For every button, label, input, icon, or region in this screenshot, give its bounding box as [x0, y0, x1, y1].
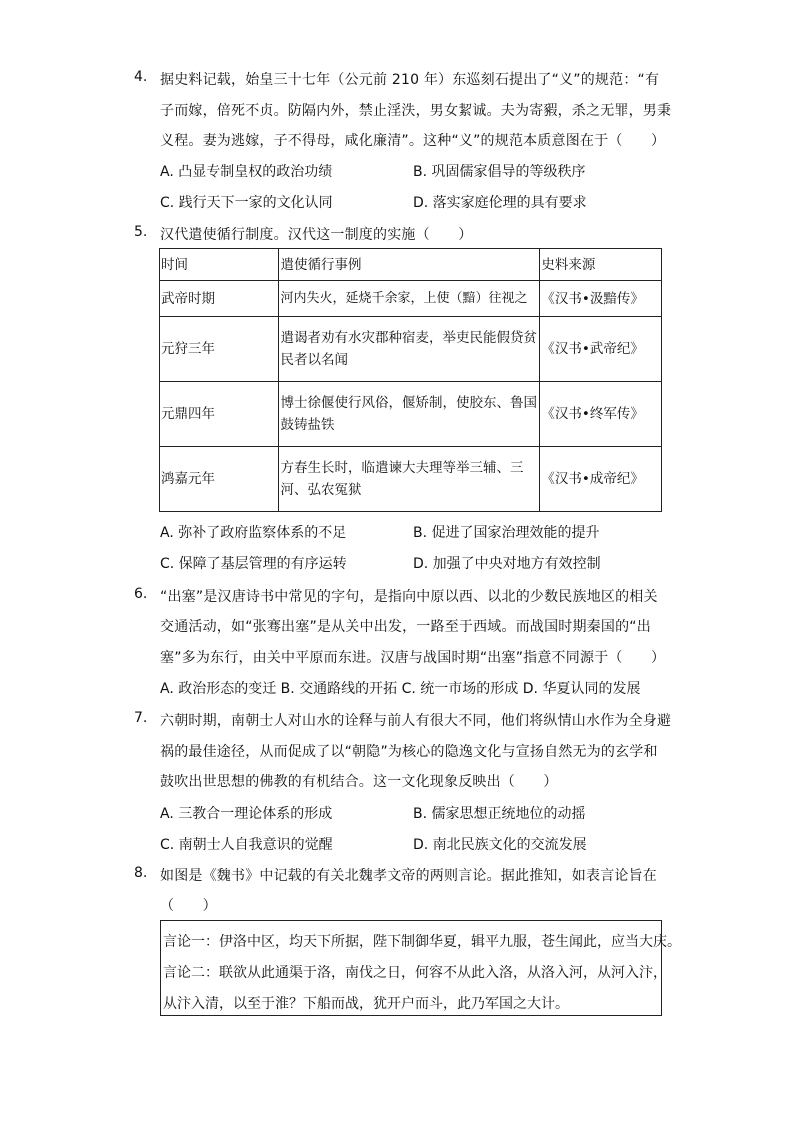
table-cell-event: 遣谒者劝有水灾郡种宿麦，举吏民能假贷贫民者以名闻: [279, 317, 540, 382]
question-6-stem-line-2: 交通活动，如“张骞出塞”是从关中出发，一路至于西域。而战国时期秦国的“出: [160, 619, 651, 635]
question-8-number: 8.: [134, 865, 148, 881]
table-row: [160, 382, 662, 447]
question-4-number: 4.: [134, 69, 148, 85]
table-cell-source: 《汉书•成帝纪》: [540, 447, 662, 512]
question-7-option-d[interactable]: D. 南北民族文化的交流发展: [413, 837, 587, 853]
question-5-option-c[interactable]: C. 保障了基层管理的有序运转: [160, 556, 347, 572]
table-row: [160, 317, 662, 382]
question-4-stem-line-1: 据史料记载，始皇三十七年（公元前 210 年）东巡刻石提出了“义”的规范：“有: [160, 72, 660, 88]
question-5-option-b[interactable]: B. 促进了国家治理效能的提升: [413, 525, 600, 541]
question-4-stem-line-3: 义程。妻为逃嫁，子不得母，咸化廉清”。这种“义”的规范本质意图在于（ ）: [160, 133, 666, 149]
quote-line: 言论二：联欲从此通渠于洛，南伐之日，何容不从此入洛，从洛入河，从河入汴，: [163, 965, 667, 981]
question-4-option-a[interactable]: A. 凸显专制皇权的政治功绩: [160, 164, 333, 180]
question-5-table: [159, 248, 662, 512]
table-cell-time: 元鼎四年: [160, 382, 279, 447]
question-7-option-b[interactable]: B. 儒家思想正统地位的动摇: [413, 806, 586, 822]
question-5-option-d[interactable]: D. 加强了中央对地方有效控制: [413, 556, 601, 572]
question-4-option-b[interactable]: B. 巩固儒家倡导的等级秩序: [413, 164, 586, 180]
table-cell-time: 武帝时期: [160, 281, 279, 317]
question-8-stem-line-1: 如图是《魏书》中记载的有关北魏孝文帝的两则言论。据此推知，如表言论旨在: [160, 868, 657, 884]
question-4-option-c[interactable]: C. 践行天下一家的文化认同: [160, 195, 333, 211]
table-cell-time: 鸿嘉元年: [160, 447, 279, 512]
question-5-option-a[interactable]: A. 弥补了政府监察体系的不足: [160, 525, 347, 541]
question-7-option-c[interactable]: C. 南朝士人自我意识的觉醒: [160, 837, 333, 853]
table-cell-event: 方春生长时，临遣谏大夫理等举三辅、三河、弘农冤狱: [279, 447, 540, 512]
question-5-number: 5.: [134, 224, 148, 240]
quote-line: 从汴入清，以至于淮？下船而战，犹开户而斗，此乃军国之大计。: [163, 996, 569, 1012]
quote-line: 言论一：伊洛中区，均天下所据，陛下制御华夏，辑平九服，苍生闻此，应当大庆。: [163, 934, 681, 950]
question-5-stem: 汉代遣使循行制度。汉代这一制度的实施（ ）: [160, 227, 473, 243]
question-4-stem-line-2: 子而嫁，倍死不贞。防隔内外，禁止淫泆，男女絜诚。夫为寄豭，杀之无罪，男秉: [160, 103, 672, 119]
question-6-stem-line-1: “出塞”是汉唐诗书中常见的字句，是指向中原以西、以北的少数民族地区的相关: [160, 589, 658, 605]
table-cell-event: 博士徐偃使行风俗，偃矫制，使胶东、鲁国鼓铸盐铁: [279, 382, 540, 447]
table-cell-source: 《汉书•终军传》: [540, 382, 662, 447]
question-6-stem-line-3: 塞”多为东行，由关中平原而东进。汉唐与战国时期“出塞”指意不同源于（ ）: [160, 650, 666, 666]
question-7-number: 7.: [134, 710, 148, 726]
table-row: [160, 447, 662, 512]
table-cell-time: 元狩三年: [160, 317, 279, 382]
question-8-stem-line-2: （ ）: [160, 898, 217, 914]
question-8-quote-box: [160, 920, 681, 1016]
table-header-cell: 史料来源: [540, 249, 662, 281]
question-7-stem-line-2: 祸的最佳途径，从而促成了以“朝隐”为核心的隐逸文化与宣扬自然无为的玄学和: [160, 744, 658, 760]
table-cell-source: 《汉书•武帝纪》: [540, 317, 662, 382]
table-cell-source: 《汉书•汲黯传》: [540, 281, 662, 317]
table-cell-event: 河内失火，延烧千余家，上使（黯）往视之: [279, 281, 540, 317]
question-6-options[interactable]: A. 政治形态的变迁 B. 交通路线的开拓 C. 统一市场的形成 D. 华夏认同的发展: [160, 681, 641, 697]
table-header-row: [160, 249, 662, 281]
question-6-number: 6.: [134, 586, 148, 602]
table-row: [160, 281, 662, 317]
question-4-option-d[interactable]: D. 落实家庭伦理的具有要求: [413, 195, 587, 211]
table-header-cell: 时间: [160, 249, 279, 281]
question-7-stem-line-3: 鼓吹出世思想的佛教的有机结合。这一文化现象反映出（ ）: [160, 774, 558, 790]
table-header-cell: 遣使循行事例: [279, 249, 540, 281]
question-7-option-a[interactable]: A. 三教合一理论体系的形成: [160, 806, 333, 822]
question-7-stem-line-1: 六朝时期，南朝士人对山水的诠释与前人有很大不同，他们将纵情山水作为全身避: [160, 713, 672, 729]
